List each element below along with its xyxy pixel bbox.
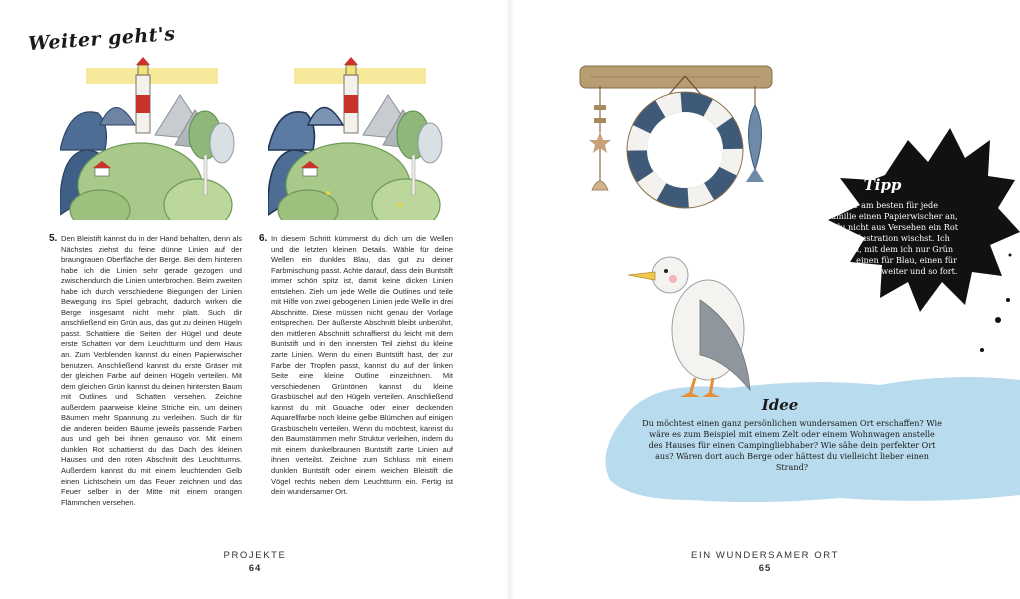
ink-splatter bbox=[1009, 254, 1012, 257]
step5-column bbox=[49, 233, 242, 508]
step6-column bbox=[259, 233, 453, 498]
page-number: 64 bbox=[248, 563, 262, 574]
flower bbox=[326, 191, 330, 195]
tipp-text: Leg dir am besten für jede Farbfamilie einen Papierwischer an, damit du nicht aus Versehen ein Rot in deine Illustration wischst. Ich habe einen, mit dem ich nur Grün verblende, einen für Blau, einen für rote Töne und so weiter und so fort. bbox=[808, 200, 959, 276]
page-heading: Weiter geht's bbox=[27, 22, 177, 56]
fish-icon bbox=[749, 105, 762, 170]
seagull-beak bbox=[628, 272, 655, 280]
wave-left-back bbox=[60, 112, 106, 150]
wave-small bbox=[308, 108, 343, 126]
step5-number: 5. bbox=[49, 233, 58, 244]
lighthouse-lamp bbox=[138, 65, 148, 75]
page-number: 65 bbox=[758, 563, 772, 574]
fish-tail bbox=[746, 168, 764, 182]
seagull-cheek bbox=[669, 275, 677, 283]
lighthouse-roof bbox=[136, 57, 150, 65]
ink-splatter bbox=[1006, 298, 1010, 302]
step5-lighthouse-illustration bbox=[60, 55, 240, 220]
ink-splatter bbox=[980, 348, 984, 352]
left-footer bbox=[195, 550, 315, 574]
wave-left-back bbox=[268, 112, 314, 150]
wood-bead bbox=[594, 105, 606, 110]
seagull-head bbox=[652, 257, 688, 293]
right-footer bbox=[680, 550, 850, 574]
flower bbox=[398, 203, 402, 207]
seagull-eye bbox=[664, 269, 668, 273]
tree-grey bbox=[210, 123, 234, 163]
footer-section: EIN WUNDERSAMER ORT bbox=[691, 550, 839, 561]
lighthouse-red-band bbox=[344, 95, 358, 113]
lighthouse-red-band bbox=[136, 95, 150, 113]
step6-number: 6. bbox=[259, 233, 268, 244]
lighthouse-light-beam bbox=[86, 68, 218, 84]
tipp-title: Tipp bbox=[863, 176, 902, 194]
idee-title: Idee bbox=[761, 396, 799, 414]
ink-splatter bbox=[993, 224, 997, 228]
step6-text: In diesem Schritt kümmerst du dich um die Wellen und die letzten kleinen Details. Wähle für deine Wellen ein dunkles Blau, das gut zu deiner Farbmischung passt. Achte darauf, dass dein Buntstift immer schön spitz ist, damit keine dicken Linien entstehen. Zieh um jede Welle die Outlines und teile mit Hilfe von zwei gebogenen Linien jede Welle in drei Abschnitte. Diese müssen nicht genau der Vorlage entsprechen. Der äußerste Abschnitt bleibt unberührt, den mittleren Abschnitt schraffierst du leicht mit dem Buntstift und in den innersten Teil ziehst du kleine zarte Linien. Wenn du einen Buntstift hast, der zur Farbe der Tropfen passt, kannst du auf der linken Seite eine kleine Outline einzeichnen. Mit verschiedenen Grüntönen kannst du kleine Grasbüschel auf den Hügeln verteilen. Anschließend kannst du mit Gouache oder einer deckenden Aquarellfarbe noch kleine gelbe Blümchen auf einigen Grasbüscheln verteilen. Wenn du möchtest, kannst du den Baumstämmen mehr Struktur verleihen, indem du mit einem dunkelbraunen Buntstift zarte Linien auf ihnen verteilst. Zeichne zum Schluss mit einem dunklen Buntstift oder einem weichen Bleistift die Vögel rechts neben dem Leuchtturm ein. Fertig ist dein wundersamer Ort. bbox=[271, 234, 453, 497]
lighthouse-light-beam bbox=[294, 68, 426, 84]
step6-lighthouse-illustration bbox=[268, 55, 448, 220]
shell-icon bbox=[592, 181, 608, 190]
idee-text: Du möchtest einen ganz persönlichen wundersamen Ort erschaffen? Wie wäre es zum Beispiel mit einem Zelt oder einem Wohnwagen anstelle des Hauses für einen Campingliebhaber? Wie sähe dein perfekter Ort aus? Wären dort auch Berge oder hättest du vielleicht lieber einen Strand? bbox=[642, 418, 942, 472]
tree-trunk bbox=[204, 155, 207, 195]
right-page-artwork bbox=[510, 0, 1020, 599]
ink-splatter bbox=[995, 317, 1001, 323]
wave-small bbox=[100, 108, 135, 126]
lighthouse-roof bbox=[344, 57, 358, 65]
tree-trunk bbox=[412, 155, 415, 195]
wood-bead bbox=[594, 118, 606, 123]
house bbox=[303, 168, 317, 176]
lighthouse-lamp bbox=[346, 65, 356, 75]
footer-section: PROJEKTE bbox=[223, 550, 287, 561]
step5-text: Den Bleistift kannst du in der Hand behalten, denn als Nächstes ziehst du feine dünne Linien auf der braungrauen Oberfläche der Berge. Bei dem hinteren habe ich die Linien sehr gerade gezogen und zwischendurch die Linien unterbrochen. Beim zweiten habe ich durch verschiedene Biegungen der Linien Bewegung ins Spiel gebracht, dadurch wirken die Berge insgesamt nicht mehr platt. Such dir anschließend ein Grün aus, das gut zu deinen Hügeln passt. Schattiere die Seiten der Hügel und deute erste Schatten vor dem Leuchtturm und dem Haus an. Zum Verblenden kannst du einen Papierwischer benutzen. Anschließend kannst du erste Gräser mit der gleichen Farbe auf deinen Hügeln verteilen. Mit dem gleichen Grün kannst du deinen hintersten Baum mit Outlines und Schatten versehen. Zeichne außerdem paarweise kleine Striche ein, um deinen Bäumen mehr Spannung zu verleihen. Such dir für die anderen beiden Bäume jeweils passende Farben aus und geh bei ihnen genauso vor. Mit einem dunklen Rot schattierst du das Dach des kleinen Hauses und den roten Abschnitt des Leuchtturms. Außerdem kannst du mit einem leuchtenden Gelb einen Lichtschein um das Feuer zeichnen und das Feuer selber in der Mitte mit einem orangen Flämmchen versehen. bbox=[61, 234, 242, 507]
tree-grey bbox=[418, 123, 442, 163]
house bbox=[95, 168, 109, 176]
